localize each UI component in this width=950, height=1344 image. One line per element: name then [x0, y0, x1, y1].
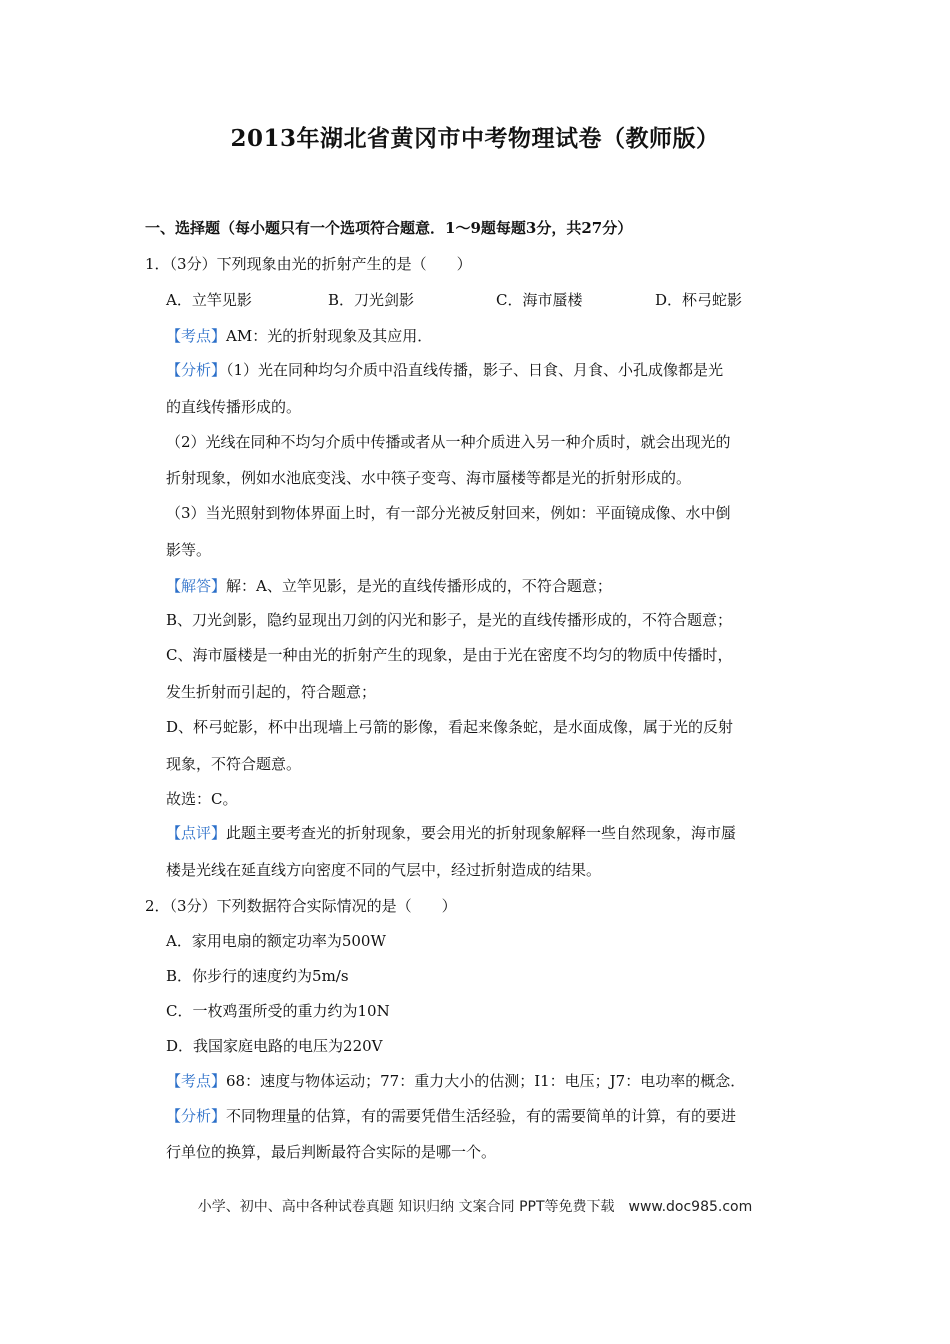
q1-jieda [166, 576, 612, 596]
kaodian-text: AM：光的折射现象及其应用． [226, 327, 433, 345]
question-2-stem: 2．（3分）下列数据符合实际情况的是（ ） [145, 897, 457, 915]
q2-kaodian [166, 1071, 745, 1091]
kaodian-tag: 【考点】 [166, 1072, 227, 1090]
q1-jieda-c: C、海市蜃楼是一种由光的折射产生的现象，是由于光在密度不均匀的物质中传播时， [166, 646, 733, 664]
q1-answer: 故选：C。 [166, 790, 238, 808]
q2-option-a: A．家用电扇的额定功率为500W [166, 932, 386, 950]
question-1-stem: 1．（3分）下列现象由光的折射产生的是（ ） [145, 255, 472, 273]
q1-fenxi [166, 360, 723, 380]
option-c: C．海市蜃楼 [496, 291, 583, 309]
q1-kaodian [166, 326, 432, 346]
fenxi-text: 不同物理量的估算，有的需要凭借生活经验，有的需要简单的计算，有的要进 [226, 1107, 737, 1125]
option-a: A．立竿见影 [166, 291, 252, 309]
q1-fenxi-2-cont: 折射现象，例如水池底变浅、水中筷子变弯、海市蜃楼等都是光的折射形成的。 [166, 469, 692, 487]
q1-dianping-cont: 楼是光线在延直线方向密度不同的气层中，经过折射造成的结果。 [166, 861, 602, 879]
jieda-text: 解：A、立竿见影，是光的直线传播形成的，不符合题意； [226, 577, 612, 595]
section-heading: 一、选择题（每小题只有一个选项符合题意．1～9题每题3分，共27分） [145, 219, 633, 237]
option-b: B．刀光剑影 [328, 291, 415, 309]
dianping-text: 此题主要考查光的折射现象，要会用光的折射现象解释一些自然现象，海市蜃 [226, 824, 737, 842]
fenxi-text: （1）光在同种均匀介质中沿直线传播，影子、日食、月食、小孔成像都是光 [226, 361, 724, 379]
q2-option-b: B．你步行的速度约为5m/s [166, 967, 349, 985]
q2-option-c: C．一枚鸡蛋所受的重力约为10N [166, 1002, 390, 1020]
q1-fenxi-3-cont: 影等。 [166, 541, 212, 559]
q2-fenxi-cont: 行单位的换算，最后判断最符合实际的是哪一个。 [166, 1143, 497, 1161]
footer-advert: 小学、初中、高中各种试卷真题 知识归纳 文案合同 PPT等免费下载 www.doc985.com [197, 1199, 753, 1215]
q2-option-d: D．我国家庭电路的电压为220V [166, 1037, 383, 1055]
q1-fenxi-2: （2）光线在同种不均匀介质中传播或者从一种介质进入另一种介质时，就会出现光的 [166, 433, 731, 451]
kaodian-tag: 【考点】 [166, 327, 227, 345]
q1-jieda-b: B、刀光剑影，隐约显现出刀剑的闪光和影子，是光的直线传播形成的，不符合题意； [166, 611, 733, 629]
q1-jieda-d-cont: 现象，不符合题意。 [166, 755, 302, 773]
page-title: 2013年湖北省黄冈市中考物理试卷（教师版） [230, 125, 720, 152]
fenxi-tag: 【分析】 [166, 361, 227, 379]
q1-dianping [166, 823, 736, 843]
jieda-tag: 【解答】 [166, 577, 227, 595]
q1-fenxi-cont: 的直线传播形成的。 [166, 398, 302, 416]
fenxi-tag: 【分析】 [166, 1107, 227, 1125]
question-1-options [0, 290, 950, 310]
q1-jieda-d: D、杯弓蛇影，杯中出现墙上弓箭的影像，看起来像条蛇，是水面成像，属于光的反射 [166, 718, 734, 736]
kaodian-text: 68：速度与物体运动；77：重力大小的估测；I1：电压；J7：电功率的概念． [226, 1072, 746, 1090]
dianping-tag: 【点评】 [166, 824, 227, 842]
q1-jieda-c-cont: 发生折射而引起的，符合题意； [166, 683, 377, 701]
q1-fenxi-3: （3）当光照射到物体界面上时，有一部分光被反射回来，例如：平面镜成像、水中倒 [166, 504, 731, 522]
q2-fenxi [166, 1106, 736, 1126]
option-d: D．杯弓蛇影 [655, 291, 743, 309]
